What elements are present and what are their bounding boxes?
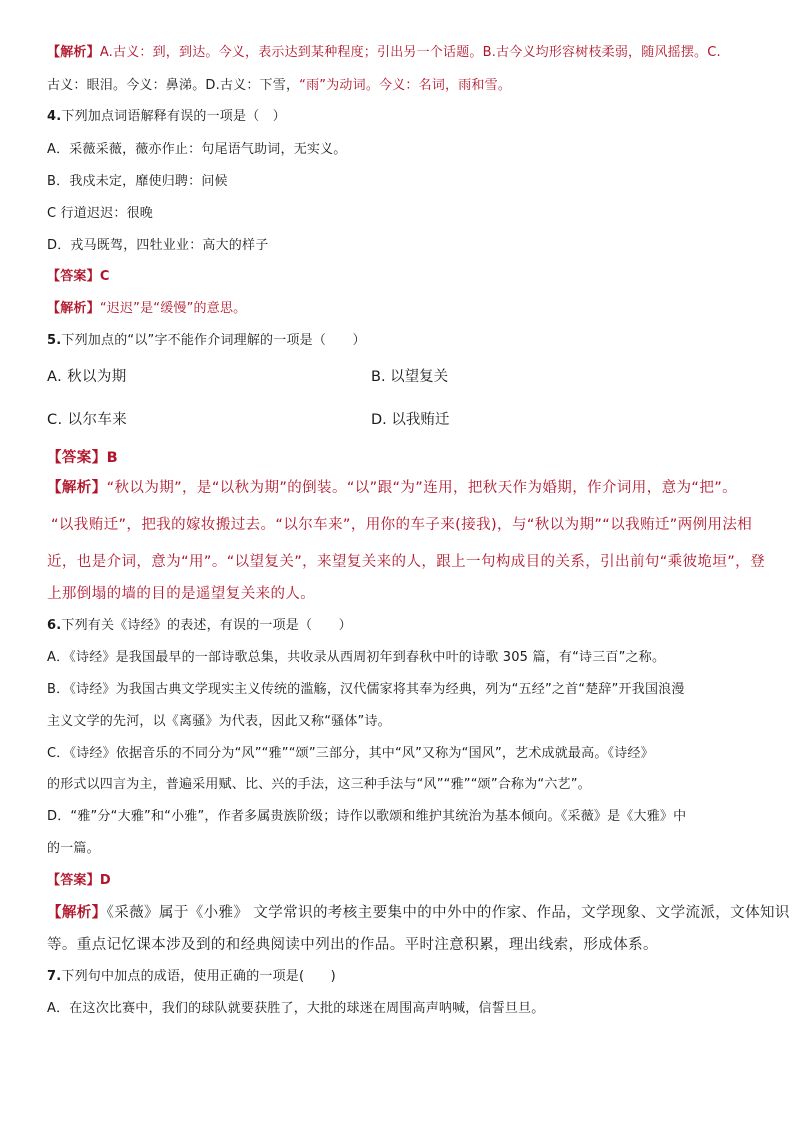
analysis-tag: 【解析】 bbox=[47, 905, 107, 921]
option-a: A. 秋以为期 bbox=[47, 369, 127, 385]
option-b: B．我戍未定，靡使归聘：问候 bbox=[47, 174, 228, 189]
answer-tag: 【答案】 bbox=[47, 269, 100, 284]
analysis-line bbox=[47, 44, 721, 62]
analysis-line bbox=[47, 300, 246, 318]
analysis-text: 古义：眼泪。今义：鼻涕。D.古义：下雪， bbox=[47, 78, 300, 93]
answer-tag: 【答案】 bbox=[47, 873, 100, 888]
analysis-tag: 【解析】 bbox=[47, 301, 100, 316]
answer-line bbox=[47, 449, 118, 467]
answer-tag: 【答案】 bbox=[47, 450, 107, 466]
question-stem bbox=[47, 617, 352, 635]
answer-value: C bbox=[99, 269, 110, 284]
option-d: D. 以我贿迁 bbox=[371, 412, 450, 428]
option-b-cont: 主义文学的先河，以《离骚》为代表，因此又称“骚体”诗。 bbox=[47, 714, 391, 729]
analysis-line: 等。重点记忆课本涉及到的和经典阅读中列出的作品。平时注意积累，理出线索，形成体系。 bbox=[47, 937, 658, 953]
question-text: 下列加点词语解释有误的一项是（ ） bbox=[61, 109, 286, 124]
question-stem bbox=[47, 108, 286, 126]
option-d: D．戎马既驾，四牡业业：高大的样子 bbox=[47, 238, 269, 253]
analysis-line bbox=[47, 904, 790, 922]
analysis-tag: 【解析】 bbox=[47, 45, 100, 60]
option-b: B．《诗经》为我国古典文学现实主义传统的滥觞，汉代儒家将其奉为经典，列为“五经”之首“楚辞”开我国浪漫 bbox=[47, 682, 685, 697]
option-a: A．在这次比赛中，我们的球队就要获胜了，大批的球迷在周围高声呐喊，信誓旦旦。 bbox=[47, 1001, 545, 1016]
question-number: 7. bbox=[47, 969, 62, 984]
option-c: C．《诗经》依据音乐的不同分为“风”“雅”“颂”三部分，其中“风”又称为“国风”，艺术成就最高。《诗经》 bbox=[47, 746, 654, 761]
question-text: 下列加点的“以”字不能作介词理解的一项是（ ） bbox=[61, 333, 366, 348]
analysis-line: 近，也是介词，意为“用”。“以望复关”，来望复关来的人，跟上一句构成目的关系，引出前句“乘彼垝垣”，登 bbox=[47, 554, 765, 570]
analysis-text: A.古义：到，到达。今义，表示达到某种程度；引出另一个话题。B.古今义均形容树枝柔弱，随风摇摆。C. bbox=[99, 45, 721, 60]
question-stem bbox=[47, 332, 366, 350]
option-d: D．“雅”分“大雅”和“小雅”，作者多属贵族阶级；诗作以歌颂和维护其统治为基本倾向。《采薇》是《大雅》中 bbox=[47, 809, 687, 824]
question-number: 4. bbox=[47, 109, 62, 124]
analysis-line bbox=[47, 77, 511, 95]
analysis-text-red: “雨”为动词。今义：名词，雨和雪。 bbox=[299, 78, 512, 93]
answer-value: B bbox=[106, 450, 119, 466]
option-c: C 行道迟迟：很晚 bbox=[47, 206, 154, 221]
analysis-line: 上那倒塌的墙的目的是遥望复关来的人。 bbox=[47, 586, 316, 602]
question-number: 5. bbox=[47, 333, 62, 348]
analysis-line bbox=[47, 479, 737, 497]
answer-value: D bbox=[99, 873, 111, 888]
option-c-cont: 的形式以四言为主，普遍采用赋、比、兴的手法，这三种手法与“风”“雅”“颂”合称为“六艺”。 bbox=[47, 777, 591, 792]
answer-line bbox=[47, 872, 111, 890]
analysis-tag: 【解析】 bbox=[47, 480, 107, 496]
option-d-cont: 的一篇。 bbox=[47, 841, 100, 856]
option-b: B. 以望复关 bbox=[371, 369, 449, 385]
analysis-text: “秋以为期”，是“以秋为期”的倒装。“以”跟“为”连用，把秋天作为婚期，作介词用，意为“把”。 bbox=[106, 480, 738, 496]
option-a: A．《诗经》是我国最早的一部诗歌总集，共收录从西周初年到春秋中叶的诗歌 305 篇，有“诗三百”之称。 bbox=[47, 650, 666, 665]
analysis-text: “迟迟”是“缓慢”的意思。 bbox=[99, 301, 247, 316]
question-text: 下列有关《诗经》的表述，有误的一项是（ ） bbox=[61, 618, 352, 633]
option-a: A．采薇采薇，薇亦作止：句尾语气助词，无实义。 bbox=[47, 142, 347, 157]
question-stem bbox=[47, 968, 336, 986]
answer-line bbox=[47, 268, 110, 286]
analysis-line: “以我贿迁”，把我的嫁妆搬过去。“以尔车来”，用你的车子来(接我)，与“秋以为期”“以我贿迁”两例用法相 bbox=[51, 517, 753, 533]
question-number: 6. bbox=[47, 618, 62, 633]
option-c: C. 以尔车来 bbox=[47, 412, 128, 428]
analysis-text: 《采薇》属于《小雅》 文学常识的考核主要集中的中外中的作家、作品，文学现象、文学流派，文体知识 bbox=[106, 905, 790, 921]
question-text: 下列句中加点的成语，使用正确的一项是( ) bbox=[61, 969, 336, 984]
